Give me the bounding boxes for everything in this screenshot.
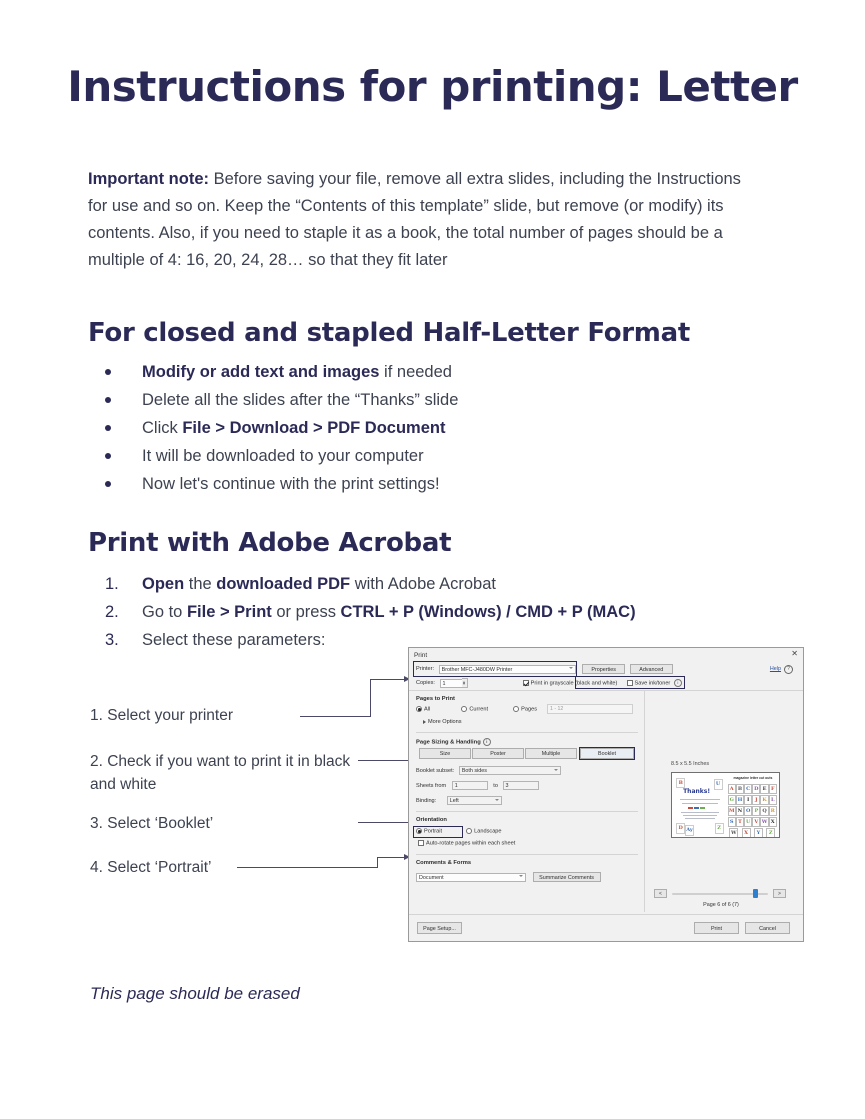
comments-forms-title: Comments & Forms — [416, 860, 472, 866]
grayscale-checkbox[interactable] — [523, 680, 529, 686]
tab-size[interactable]: Size — [419, 748, 471, 759]
radio-pages[interactable] — [513, 706, 519, 712]
orientation-title: Orientation — [416, 817, 447, 823]
connector-line-1-v — [370, 679, 371, 717]
copies-input[interactable]: 1 — [440, 679, 462, 688]
step-bold-a-0: Open — [142, 575, 185, 593]
sheets-from-input[interactable]: 1 — [452, 781, 488, 790]
properties-button[interactable]: Properties — [582, 664, 625, 674]
preview-letters-slide: magazine letter cut outs A B C D E F G H I J K L M N O P Q R S T U V W X W X Y Z — [728, 776, 777, 835]
preview-thumbnail — [671, 772, 780, 838]
bullet-text-3: It will be downloaded to your computer — [142, 447, 424, 465]
copies-label: Copies: — [416, 680, 435, 686]
highlight-printer-row — [413, 661, 577, 677]
page-setup-button[interactable]: Page Setup... — [417, 922, 462, 934]
page-sizing-title — [416, 738, 491, 746]
half-letter-bullet-list — [98, 358, 738, 498]
bullet-bold-2: File > Download > PDF Document — [182, 419, 446, 437]
list-item — [98, 598, 798, 626]
auto-rotate-row — [418, 840, 515, 846]
radio-pages-label: Pages — [521, 706, 537, 713]
list-item — [98, 470, 738, 498]
comments-forms-value: Document — [419, 874, 444, 881]
list-number: 1. — [105, 575, 119, 593]
chevron-down-icon — [554, 769, 558, 771]
page-sizing-info-icon[interactable]: i — [483, 738, 491, 746]
sheets-row — [416, 781, 539, 790]
important-note-lead: Important note: — [88, 170, 209, 188]
list-item — [98, 442, 738, 470]
booklet-subset-select[interactable] — [459, 766, 561, 775]
binding-value: Left — [449, 798, 459, 804]
chevron-right-icon — [423, 720, 426, 724]
preview-thanks-slide: Thanks! B U D Ay Z — [675, 777, 724, 833]
highlight-portrait-radio — [413, 826, 463, 838]
comments-forms-select[interactable] — [416, 873, 526, 882]
binding-label: Binding: — [416, 797, 437, 804]
step-bold-b-0: downloaded PDF — [216, 575, 351, 593]
page-sizing-title-text: Page Sizing & Handling — [416, 739, 481, 746]
more-options-toggle[interactable] — [423, 719, 462, 725]
step-mid-1: or press — [271, 603, 341, 621]
help-link[interactable]: Help — [769, 666, 781, 672]
print-dialog[interactable] — [408, 647, 804, 942]
grayscale-label: Print in grayscale (black and white) — [530, 680, 618, 687]
step-pre-2: Select these parameters: — [142, 631, 326, 649]
important-note-body: Before saving your file, remove all extra slides, including the Instructions for use and so on. Keep the “Contents of this template” slide, but remove (or modify) its contents. Also, if you need to staple it as a book, the total number of pages should be a multiple of 4: 16, 20, 24, 28… so that they fit later — [88, 170, 741, 269]
pages-to-print-title: Pages to Print — [416, 696, 455, 702]
more-options-label: More Options — [428, 719, 462, 725]
radio-portrait-label: Portrait — [424, 828, 443, 835]
help-info-icon[interactable]: ? — [784, 665, 793, 674]
divider-vertical — [644, 690, 645, 912]
important-note-paragraph — [88, 166, 756, 274]
connector-line-1-h2 — [370, 679, 408, 680]
summarize-comments-button[interactable]: Summarize Comments — [533, 872, 601, 882]
step-bold-a-1: File > Print — [186, 603, 272, 621]
divider-sizing — [416, 811, 638, 812]
divider-orientation — [416, 854, 638, 855]
preview-thanks-title: Thanks! — [683, 788, 711, 796]
printer-value: Brother MFC-J480DW Printer — [441, 666, 513, 673]
save-ink-info-icon[interactable]: i — [674, 679, 682, 687]
chevron-down-icon — [495, 799, 499, 801]
pages-range-input[interactable]: 1 - 12 — [547, 704, 633, 714]
page-title: Instructions for printing: Letter — [67, 62, 798, 111]
divider-pages — [416, 732, 638, 733]
acrobat-numbered-list — [98, 570, 798, 654]
comments-forms-row — [416, 872, 601, 882]
tab-booklet[interactable]: Booklet — [580, 748, 634, 759]
step-bold-b-1: CTRL + P (Windows) / CMD + P (MAC) — [340, 603, 636, 621]
annotation-label-4: 4. Select ‘Portrait’ — [90, 859, 212, 876]
heading-half-letter: For closed and stapled Half-Letter Format — [88, 318, 690, 348]
bullet-bold-0: Modify or add text and images — [142, 363, 380, 381]
list-item — [98, 358, 738, 386]
copies-stepper[interactable] — [462, 678, 468, 688]
annotation-label-1: 1. Select your printer — [90, 707, 234, 724]
cancel-button[interactable]: Cancel — [745, 922, 790, 934]
bullet-text-0: if needed — [379, 363, 452, 381]
list-item — [98, 414, 738, 442]
highlight-grayscale — [575, 676, 685, 689]
auto-rotate-label: Auto-rotate pages within each sheet — [426, 840, 516, 847]
dialog-title: Print — [414, 652, 428, 659]
list-item — [98, 570, 798, 598]
print-button[interactable]: Print — [694, 922, 739, 934]
tab-poster[interactable]: Poster — [472, 748, 524, 759]
list-number: 3. — [105, 631, 119, 649]
connector-line-4-v — [377, 857, 378, 868]
radio-current[interactable] — [461, 706, 467, 712]
list-item — [98, 386, 738, 414]
bullet-text-1: Delete all the slides after the “Thanks” slide — [142, 391, 459, 409]
list-number: 2. — [105, 603, 119, 621]
connector-line-1-h — [300, 716, 370, 717]
preview-size-label: 8.5 x 5.5 Inches — [671, 761, 710, 767]
booklet-subset-label: Booklet subset: — [416, 767, 455, 774]
footer-note: This page should be erased — [90, 984, 300, 1003]
radio-all[interactable] — [416, 706, 422, 712]
divider-top — [409, 690, 803, 691]
sheets-from-label: Sheets from — [416, 782, 447, 789]
step-post-0: with Adobe Acrobat — [350, 575, 496, 593]
sheets-to-label: to — [493, 782, 498, 789]
radio-current-label: Current — [469, 706, 488, 713]
advanced-button[interactable]: Advanced — [630, 664, 673, 674]
preview-page-indicator: Page 6 of 6 (7) — [703, 902, 739, 908]
radio-all-label: All — [424, 706, 431, 713]
radio-landscape[interactable] — [466, 828, 472, 834]
preview-next-button[interactable]: > — [773, 889, 786, 898]
annotation-label-3: 3. Select ‘Booklet’ — [90, 815, 214, 832]
chevron-down-icon — [519, 875, 523, 877]
booklet-subset-value: Both sides — [461, 768, 487, 774]
heading-print-acrobat: Print with Adobe Acrobat — [88, 528, 452, 558]
auto-rotate-checkbox[interactable] — [418, 840, 424, 846]
bullet-text-2: Click — [142, 419, 183, 437]
highlight-booklet-tab — [579, 747, 635, 760]
step-pre-1: Go to — [142, 603, 187, 621]
step-mid-0: the — [184, 575, 217, 593]
printer-label: Printer: — [416, 666, 435, 672]
save-ink-label: Save ink/toner — [634, 680, 671, 687]
radio-landscape-label: Landscape — [474, 828, 502, 835]
binding-select[interactable] — [447, 796, 502, 805]
bullet-text-4: Now let's continue with the print settings! — [142, 475, 440, 493]
binding-row — [416, 796, 502, 805]
preview-letters-heading: magazine letter cut outs — [733, 775, 773, 780]
connector-line-4-h — [237, 867, 377, 868]
preview-slider-thumb[interactable] — [753, 889, 758, 898]
annotation-label-2: 2. Check if you want to print it in black and white — [90, 753, 351, 793]
divider-bottom — [409, 914, 803, 915]
booklet-subset-row — [416, 766, 561, 775]
close-icon[interactable]: ✕ — [791, 649, 798, 658]
tab-multiple[interactable]: Multiple — [525, 748, 577, 759]
sheets-to-input[interactable]: 3 — [503, 781, 539, 790]
preview-prev-button[interactable]: < — [654, 889, 667, 898]
pages-to-print-options — [416, 706, 537, 712]
